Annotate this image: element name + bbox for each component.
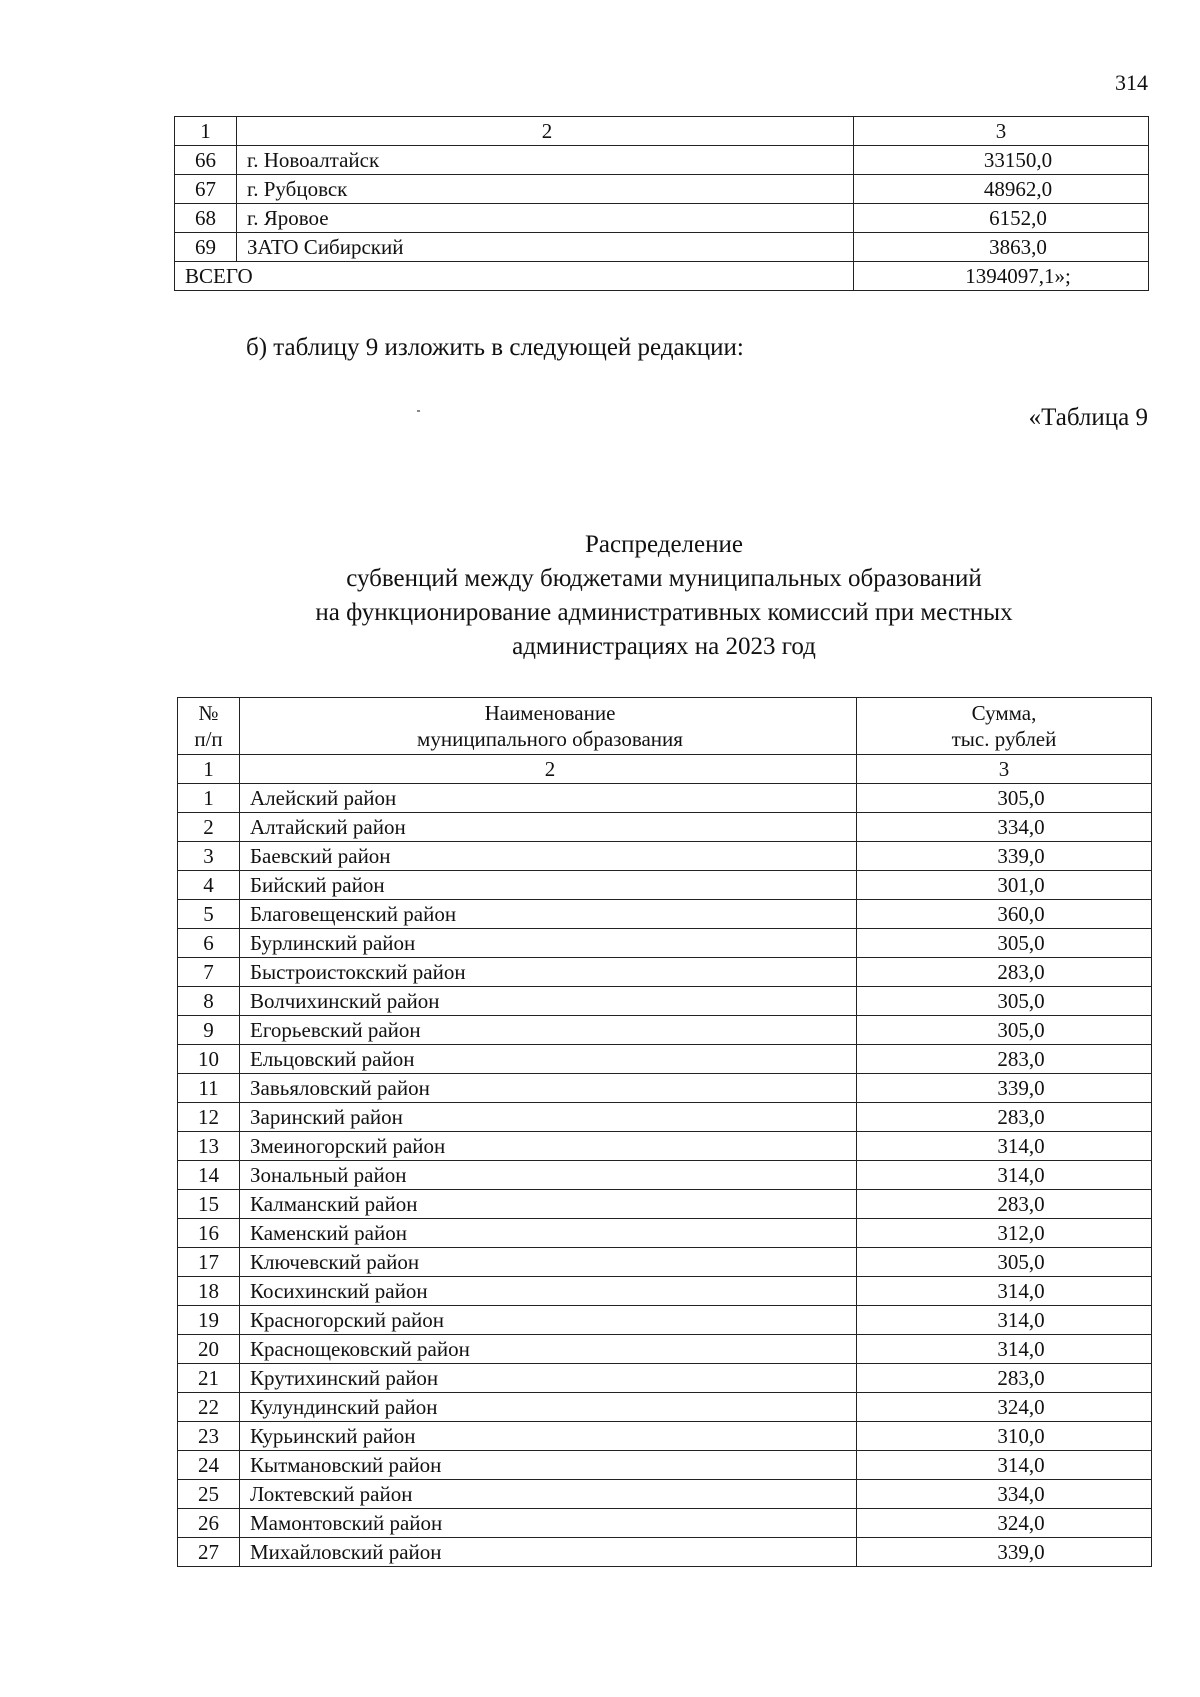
- row-number: 1: [178, 784, 240, 813]
- row-number: 4: [178, 871, 240, 900]
- municipality-name: Волчихинский район: [240, 987, 857, 1016]
- municipality-name: Благовещенский район: [240, 900, 857, 929]
- row-number: 5: [178, 900, 240, 929]
- municipality-name: Мамонтовский район: [240, 1509, 857, 1538]
- municipality-name: Кулундинский район: [240, 1393, 857, 1422]
- table-row: [178, 1422, 1152, 1451]
- amount: 3863,0: [854, 233, 1149, 262]
- row-number: 10: [178, 1045, 240, 1074]
- table-title: [174, 528, 1154, 664]
- municipality-name: Краснощековский район: [240, 1335, 857, 1364]
- municipality-name: Быстроистокский район: [240, 958, 857, 987]
- municipality-name: г. Яровое: [237, 204, 854, 233]
- table-row: [178, 784, 1152, 813]
- table-row: [178, 1248, 1152, 1277]
- amount: 339,0: [857, 1538, 1152, 1567]
- amount: 360,0: [857, 900, 1152, 929]
- column-number-2: 2: [237, 117, 854, 146]
- row-number: 69: [175, 233, 237, 262]
- title-line: администрациях на 2023 год: [512, 633, 816, 660]
- table-header-row: [178, 698, 1152, 755]
- row-number: 12: [178, 1103, 240, 1132]
- scan-speck: [417, 410, 420, 412]
- municipality-name: Бийский район: [240, 871, 857, 900]
- table-row: [178, 1277, 1152, 1306]
- table-row: [178, 1364, 1152, 1393]
- municipality-name: Заринский район: [240, 1103, 857, 1132]
- amount: 314,0: [857, 1161, 1152, 1190]
- amount: 314,0: [857, 1277, 1152, 1306]
- row-number: 2: [178, 813, 240, 842]
- distribution-table: [177, 697, 1152, 1567]
- instruction-paragraph: б) таблицу 9 изложить в следующей редакции:: [246, 334, 744, 361]
- header-name: Наименование муниципального образования: [240, 698, 857, 755]
- municipality-name: Калманский район: [240, 1190, 857, 1219]
- municipality-name: Баевский район: [240, 842, 857, 871]
- municipality-name: Косихинский район: [240, 1277, 857, 1306]
- row-number: 67: [175, 175, 237, 204]
- header-number: № п/п: [178, 698, 240, 755]
- row-number: 23: [178, 1422, 240, 1451]
- municipality-name: Каменский район: [240, 1219, 857, 1248]
- amount: 48962,0: [854, 175, 1149, 204]
- amount: 283,0: [857, 1364, 1152, 1393]
- municipality-name: Кытмановский район: [240, 1451, 857, 1480]
- municipality-name: г. Рубцовск: [237, 175, 854, 204]
- amount: 301,0: [857, 871, 1152, 900]
- column-number-1: 1: [175, 117, 237, 146]
- column-number-2: 2: [240, 755, 857, 784]
- municipality-name: Алейский район: [240, 784, 857, 813]
- amount: 305,0: [857, 987, 1152, 1016]
- municipality-name: Михайловский район: [240, 1538, 857, 1567]
- municipality-name: ЗАТО Сибирский: [237, 233, 854, 262]
- municipality-name: Алтайский район: [240, 813, 857, 842]
- row-number: 26: [178, 1509, 240, 1538]
- table-row: [178, 871, 1152, 900]
- amount: 283,0: [857, 1103, 1152, 1132]
- table-row: [178, 1306, 1152, 1335]
- table-row: [178, 987, 1152, 1016]
- amount: 33150,0: [854, 146, 1149, 175]
- amount: 334,0: [857, 813, 1152, 842]
- table-row: [178, 1190, 1152, 1219]
- column-number-3: 3: [857, 755, 1152, 784]
- table-row: [178, 1393, 1152, 1422]
- row-number: 19: [178, 1306, 240, 1335]
- row-number: 17: [178, 1248, 240, 1277]
- row-number: 13: [178, 1132, 240, 1161]
- amount: 283,0: [857, 958, 1152, 987]
- municipality-name: Курьинский район: [240, 1422, 857, 1451]
- municipality-name: Егорьевский район: [240, 1016, 857, 1045]
- column-numbers-row: [175, 117, 1149, 146]
- row-number: 7: [178, 958, 240, 987]
- table-row: [178, 958, 1152, 987]
- amount: 305,0: [857, 929, 1152, 958]
- amount: 324,0: [857, 1509, 1152, 1538]
- municipality-name: Ельцовский район: [240, 1045, 857, 1074]
- amount: 310,0: [857, 1422, 1152, 1451]
- municipality-name: Красногорский район: [240, 1306, 857, 1335]
- row-number: 15: [178, 1190, 240, 1219]
- column-number-1: 1: [178, 755, 240, 784]
- amount: 339,0: [857, 1074, 1152, 1103]
- amount: 305,0: [857, 1016, 1152, 1045]
- title-line: субвенций между бюджетами муниципальных образований: [346, 565, 982, 592]
- amount: 6152,0: [854, 204, 1149, 233]
- row-number: 21: [178, 1364, 240, 1393]
- table-row: [175, 175, 1149, 204]
- municipality-name: Бурлинский район: [240, 929, 857, 958]
- table-row: [175, 233, 1149, 262]
- row-number: 24: [178, 1451, 240, 1480]
- municipality-name: Локтевский район: [240, 1480, 857, 1509]
- amount: 305,0: [857, 1248, 1152, 1277]
- row-number: 14: [178, 1161, 240, 1190]
- table-row: [178, 1016, 1152, 1045]
- amount: 312,0: [857, 1219, 1152, 1248]
- amount: 305,0: [857, 784, 1152, 813]
- row-number: 25: [178, 1480, 240, 1509]
- row-number: 22: [178, 1393, 240, 1422]
- amount: 314,0: [857, 1132, 1152, 1161]
- column-number-3: 3: [854, 117, 1149, 146]
- amount: 283,0: [857, 1190, 1152, 1219]
- row-number: 18: [178, 1277, 240, 1306]
- table-row: [178, 1132, 1152, 1161]
- row-number: 16: [178, 1219, 240, 1248]
- table-row: [178, 1509, 1152, 1538]
- table-label: «Таблица 9: [1028, 404, 1148, 431]
- row-number: 8: [178, 987, 240, 1016]
- amount: 334,0: [857, 1480, 1152, 1509]
- amount: 314,0: [857, 1306, 1152, 1335]
- municipality-name: Зональный район: [240, 1161, 857, 1190]
- municipality-name: Крутихинский район: [240, 1364, 857, 1393]
- table-row: [175, 146, 1149, 175]
- continued-table: [174, 116, 1149, 291]
- table-row: [175, 262, 1149, 291]
- title-line: Распределение: [585, 531, 743, 558]
- table-row: [178, 1335, 1152, 1364]
- row-number: 6: [178, 929, 240, 958]
- table-row: [175, 204, 1149, 233]
- table-row: [178, 1538, 1152, 1567]
- table-row: [178, 1074, 1152, 1103]
- municipality-name: Ключевский район: [240, 1248, 857, 1277]
- municipality-name: Змеиногорский район: [240, 1132, 857, 1161]
- table-row: [178, 1103, 1152, 1132]
- row-number: 3: [178, 842, 240, 871]
- municipality-name: Завьяловский район: [240, 1074, 857, 1103]
- total-label: ВСЕГО: [175, 262, 854, 291]
- amount: 339,0: [857, 842, 1152, 871]
- table-row: [178, 1480, 1152, 1509]
- row-number: 66: [175, 146, 237, 175]
- title-line: на функционирование административных комиссий при местных: [315, 599, 1013, 626]
- row-number: 20: [178, 1335, 240, 1364]
- amount: 314,0: [857, 1335, 1152, 1364]
- amount: 314,0: [857, 1451, 1152, 1480]
- table-row: [178, 1161, 1152, 1190]
- municipality-name: г. Новоалтайск: [237, 146, 854, 175]
- table-row: [178, 842, 1152, 871]
- table-row: [178, 929, 1152, 958]
- table-row: [178, 1045, 1152, 1074]
- table-row: [178, 900, 1152, 929]
- row-number: 11: [178, 1074, 240, 1103]
- row-number: 27: [178, 1538, 240, 1567]
- row-number: 9: [178, 1016, 240, 1045]
- table-row: [178, 813, 1152, 842]
- table-row: [178, 1219, 1152, 1248]
- column-numbers-row: [178, 755, 1152, 784]
- total-value: 1394097,1»;: [854, 262, 1149, 291]
- table-row: [178, 1451, 1152, 1480]
- row-number: 68: [175, 204, 237, 233]
- page-number: 314: [1115, 70, 1148, 95]
- amount: 283,0: [857, 1045, 1152, 1074]
- header-sum: Сумма, тыс. рублей: [857, 698, 1152, 755]
- amount: 324,0: [857, 1393, 1152, 1422]
